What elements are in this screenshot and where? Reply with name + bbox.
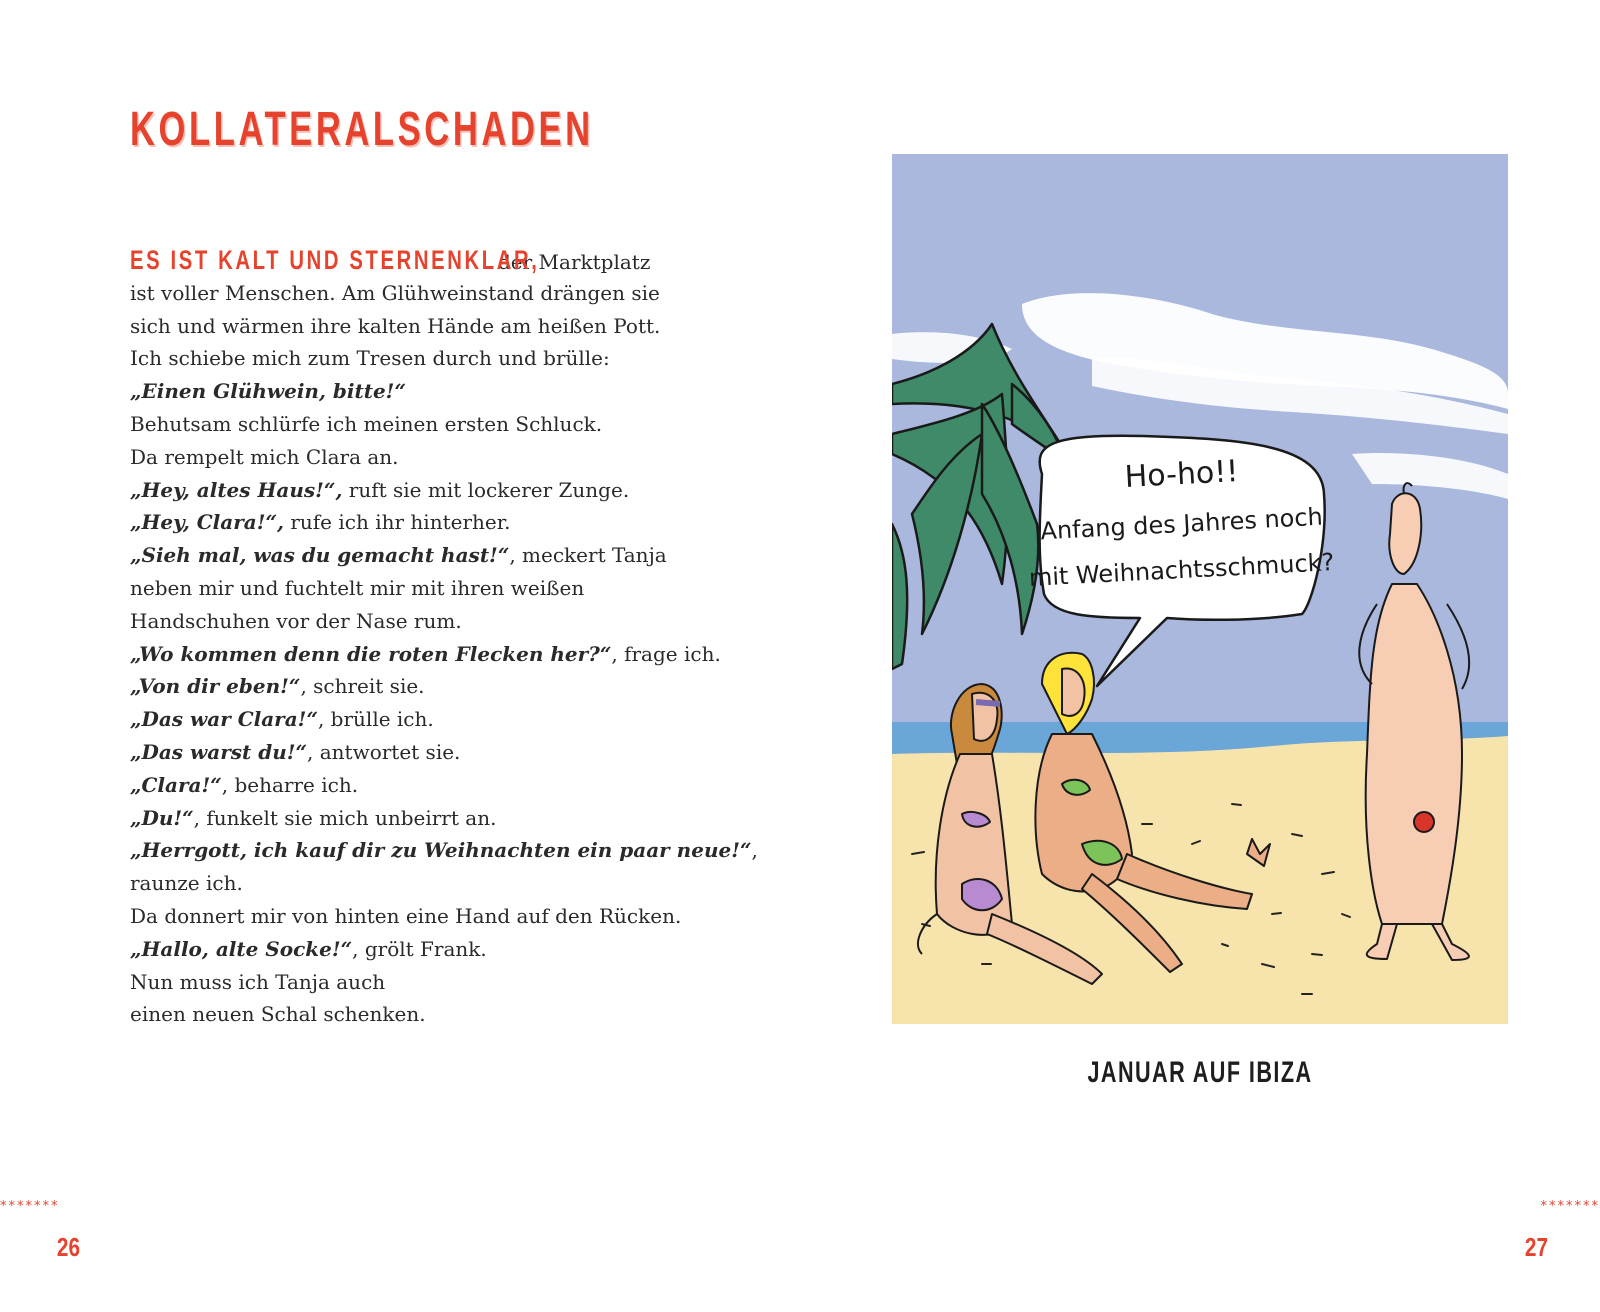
story-line — [130, 736, 730, 769]
dialogue-quote: „Clara!“ — [130, 772, 222, 797]
narration-text: raunze ich. — [130, 871, 243, 896]
story-text — [130, 244, 758, 1031]
speech-line-1: Ho-ho!! — [1123, 454, 1240, 495]
dialogue-quote: „Herrgott, ich kauf dir zu Weihnachten ein paar neue!“ — [130, 838, 752, 863]
dialogue-quote: „Du!“ — [130, 805, 194, 830]
dialogue-quote: „Von dir eben!“ — [130, 674, 301, 699]
story-line — [130, 638, 730, 671]
christmas-ornament — [1414, 812, 1434, 832]
story-line — [130, 310, 730, 343]
story-line — [130, 572, 730, 605]
ornament-left: ******* — [0, 1199, 60, 1214]
story-line — [130, 998, 730, 1031]
narration-text: ruft sie mit lockerer Zunge. — [342, 477, 630, 502]
dialogue-quote: „Hey, Clara!“, — [130, 510, 284, 535]
narration-text: ist voller Menschen. Am Glühweinstand drängen sie — [130, 280, 660, 305]
narration-text: , — [751, 838, 758, 863]
narration-text: sich und wärmen ihre kalten Hände am heißen Pott. — [130, 313, 661, 338]
story-line — [130, 506, 730, 539]
narration-text: neben mir und fuchtelt mir mit ihren weißen — [130, 575, 585, 600]
narration-text: , frage ich. — [611, 641, 721, 666]
dialogue-quote: „Sieh mal, was du gemacht hast!“ — [130, 543, 510, 568]
story-line — [130, 474, 730, 507]
narration-text: , antwortet sie. — [307, 739, 461, 764]
dialogue-quote: „Das war Clara!“ — [130, 707, 318, 732]
narration-text: Nun muss ich Tanja auch — [130, 969, 386, 994]
narration-text: , grölt Frank. — [352, 936, 487, 961]
speech-line-2: Anfang des Jahres noch — [1039, 502, 1324, 546]
story-line — [130, 342, 730, 375]
dialogue-quote: „Wo kommen denn die roten Flecken her?“ — [130, 641, 612, 666]
narration-text: Handschuhen vor der Nase rum. — [130, 608, 462, 633]
narration-text: , schreit sie. — [300, 674, 425, 699]
story-line — [130, 966, 730, 999]
dialogue-quote: „Das warst du!“ — [130, 739, 308, 764]
narration-text: Ich schiebe mich zum Tresen durch und brülle: — [130, 346, 610, 371]
dialogue-quote: „Hallo, alte Socke!“ — [130, 936, 353, 961]
narration-text: der Marktplatz — [498, 250, 651, 274]
lead-in-caps: ES IST KALT UND STERNENKLAR, — [130, 245, 540, 275]
narration-text: Behutsam schlürfe ich meinen ersten Schluck. — [130, 411, 603, 436]
cartoon-illustration — [892, 154, 1508, 1024]
narration-text: Da donnert mir von hinten eine Hand auf den Rücken. — [130, 903, 682, 928]
story-line — [130, 539, 730, 572]
narration-text: , brülle ich. — [317, 707, 434, 732]
page-number-right: 27 — [1524, 1232, 1549, 1262]
narration-text: , beharre ich. — [221, 772, 359, 797]
story-line — [130, 834, 758, 867]
dialogue-quote: „Einen Glühwein, bitte!“ — [130, 379, 406, 404]
speech-line-3: mit Weihnachtsschmuck? — [1028, 548, 1335, 592]
page-number-left: 26 — [56, 1232, 81, 1262]
story-line — [130, 375, 730, 408]
story-line — [130, 441, 730, 474]
story-line — [130, 670, 730, 703]
story-line — [130, 867, 730, 900]
narration-text: rufe ich ihr hinterher. — [283, 510, 511, 535]
page-title: KOLLATERALSCHADEN — [130, 103, 594, 156]
figure-caption: JANUAR AUF IBIZA — [1087, 1056, 1313, 1089]
dialogue-quote: „Hey, altes Haus!“, — [130, 477, 343, 502]
narration-text: einen neuen Schal schenken. — [130, 1002, 426, 1027]
narration-text: , funkelt sie mich unbeirrt an. — [193, 805, 497, 830]
story-line — [130, 408, 730, 441]
story-line — [130, 244, 730, 277]
story-line — [130, 703, 730, 736]
narration-text: Da rempelt mich Clara an. — [130, 444, 399, 469]
story-line — [130, 277, 730, 310]
story-line — [130, 769, 730, 802]
ornament-right: ******* — [1540, 1199, 1600, 1214]
story-line — [130, 900, 730, 933]
narration-text: , meckert Tanja — [509, 543, 667, 568]
story-line — [130, 802, 730, 835]
story-line — [130, 933, 730, 966]
story-line — [130, 605, 730, 638]
